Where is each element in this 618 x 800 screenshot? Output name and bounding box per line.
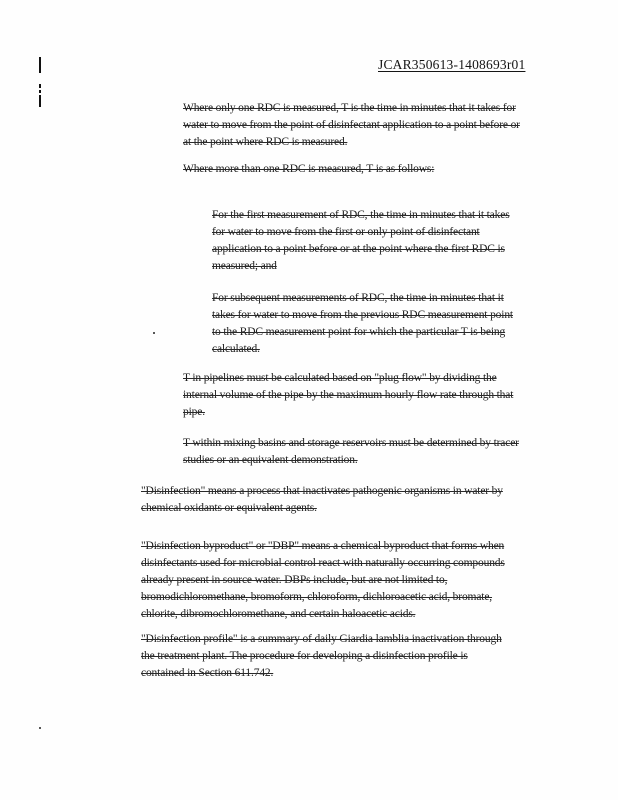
text-line: at the point where RDC is measured. xyxy=(183,136,348,148)
text-line: chlorite, dibromochloromethane, and certain haloacetic acids. xyxy=(141,608,416,620)
scan-artifact-speck xyxy=(39,727,41,729)
text-line: for water to move from the first or only point of disinfectant xyxy=(212,226,480,238)
text-line: "Disinfection profile" is a summary of daily Giardia lamblia inactivation through xyxy=(141,633,502,645)
text-line: studies or an equivalent demonstration. xyxy=(183,454,358,466)
text-line: internal volume of the pipe by the maximum hourly flow rate through that xyxy=(183,389,514,401)
paragraph xyxy=(212,290,513,358)
paragraph xyxy=(183,100,520,151)
text-line: calculated. xyxy=(212,343,260,355)
text-line: the treatment plant. The procedure for developing a disinfection profile is xyxy=(141,650,468,662)
docket-number: JCAR350613-1408693r01 xyxy=(378,57,526,72)
paragraph xyxy=(141,538,505,623)
scan-artifact-line xyxy=(39,57,41,73)
text-line: Where only one RDC is measured, T is the time in minutes that it takes for xyxy=(183,102,516,114)
text-line: bromodichloromethane, bromoform, chloroform, dichloroacetic acid, bromate, xyxy=(141,591,493,603)
paragraph xyxy=(141,483,503,517)
paragraph xyxy=(183,370,513,421)
text-line: already present in source water. DBPs include, but are not limited to, xyxy=(141,574,448,586)
text-line: For the first measurement of RDC, the time in minutes that it takes xyxy=(212,209,510,221)
text-line: "Disinfection" means a process that inactivates pathogenic organisms in water by xyxy=(141,485,503,497)
text-line: For subsequent measurements of RDC, the time in minutes that it xyxy=(212,292,504,304)
text-line: takes for water to move from the previous RDC measurement point xyxy=(212,309,513,321)
paragraph xyxy=(141,631,502,682)
scan-artifact-line xyxy=(39,95,41,107)
text-line: measured; and xyxy=(212,260,277,272)
text-line: pipe. xyxy=(183,406,205,418)
paragraph xyxy=(183,435,519,469)
text-line: Where more than one RDC is measured, T is as follows: xyxy=(183,163,435,175)
text-line: application to a point before or at the point where the first RDC is xyxy=(212,243,505,255)
text-line: contained in Section 611.742. xyxy=(141,667,274,679)
text-line: T within mixing basins and storage reservoirs must be determined by tracer xyxy=(183,437,519,449)
scan-artifact-speck xyxy=(153,332,155,334)
scan-artifact-line xyxy=(39,90,41,93)
text-line: water to move from the point of disinfectant application to a point before or xyxy=(183,119,520,131)
paragraph xyxy=(212,207,510,275)
text-line: "Disinfection byproduct" or "DBP" means a chemical byproduct that forms when xyxy=(141,540,505,552)
text-line: disinfectants used for microbial control react with naturally occurring compounds xyxy=(141,557,505,569)
paragraph xyxy=(183,161,434,178)
scan-artifact-line xyxy=(39,84,41,88)
text-line: to the RDC measurement point for which the particular T is being xyxy=(212,326,506,338)
text-line: chemical oxidants or equivalent agents. xyxy=(141,502,317,514)
text-line: T in pipelines must be calculated based on "plug flow" by dividing the xyxy=(183,372,497,384)
